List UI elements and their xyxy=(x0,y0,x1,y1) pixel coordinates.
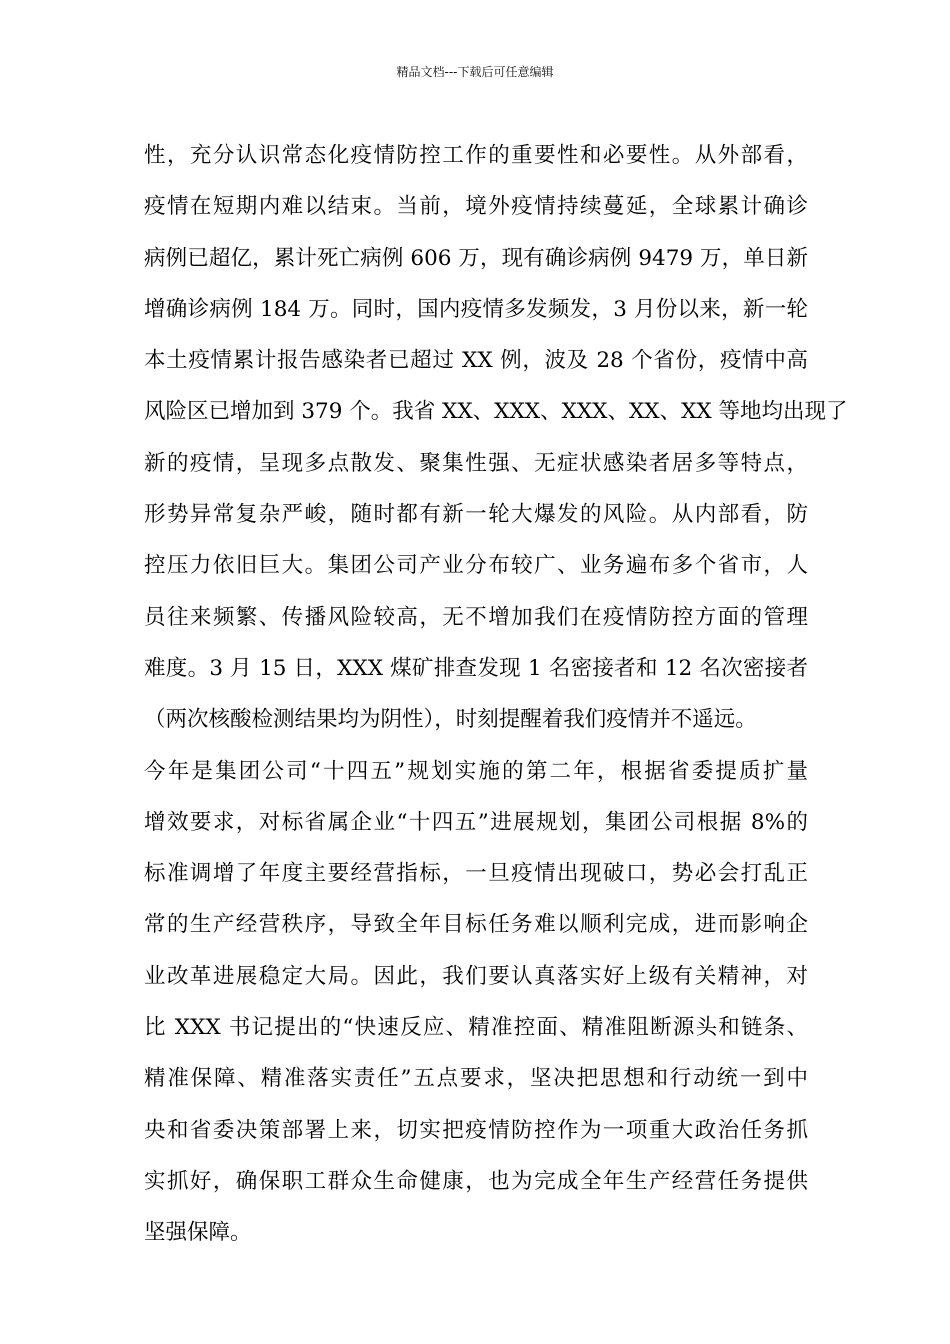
text-line: 比 XXX 书记提出的“快速反应、精准控面、精准阻断源头和链条、 xyxy=(144,1015,808,1041)
text-line: 实抓好，确保职工群众生命健康，也为完成全年生产经营任务提供 xyxy=(144,1168,808,1194)
text-line: 形势异常复杂严峻，随时都有新一轮大爆发的风险。从内部看，防 xyxy=(144,502,808,528)
text-line: 性，充分认识常态化疫情防控工作的重要性和必要性。从外部看， xyxy=(144,143,808,168)
text-line: 本土疫情累计报告感染者已超过 XX 例，波及 28 个省份，疫情中高 xyxy=(144,348,808,374)
text-line: 病例已超亿，累计死亡病例 606 万，现有确诊病例 9479 万，单日新 xyxy=(144,245,808,271)
text-line: 常的生产经营秩序，导致全年目标任务难以顺利完成，进而影响企 xyxy=(144,912,808,938)
text-line: 疫情在短期内难以结束。当前，境外疫情持续蔓延，全球累计确诊 xyxy=(144,194,808,220)
document-body xyxy=(144,130,848,1259)
page-header: 精品文档---下载后可任意编辑 xyxy=(396,65,554,79)
text-line: 坚强保障。 xyxy=(144,1220,252,1246)
text-line: 控压力依旧巨大。集团公司产业分布较广、业务遍布多个省市，人 xyxy=(144,553,808,579)
text-line: 增确诊病例 184 万。同时，国内疫情多发频发，3 月份以来，新一轮 xyxy=(144,296,808,322)
text-line: 央和省委决策部署上来，切实把疫情防控作为一项重大政治任务抓 xyxy=(144,1117,808,1143)
text-line: 增效要求，对标省属企业“十四五”进展规划，集团公司根据 8%的 xyxy=(144,809,808,835)
text-line: 新的疫情，呈现多点散发、聚集性强、无症状感染者居多等特点， xyxy=(144,450,808,476)
text-line: 标准调增了年度主要经营指标，一旦疫情出现破口，势必会打乱正 xyxy=(144,861,808,887)
text-line: 难度。3 月 15 日，XXX 煤矿排查发现 1 名密接者和 12 名次密接者 xyxy=(144,655,808,681)
text-line: （两次核酸检测结果均为阴性），时刻提醒着我们疫情并不遥远。 xyxy=(144,707,757,733)
text-line: 业改革进展稳定大局。因此，我们要认真落实好上级有关精神，对 xyxy=(144,963,808,989)
text-line: 精准保障、精准落实责任”五点要求，坚决把思想和行动统一到中 xyxy=(144,1066,808,1092)
text-line: 今年是集团公司“十四五”规划实施的第二年，根据省委提质扩量 xyxy=(144,758,808,784)
text-line: 风险区已增加到 379 个。我省 XX、XXX、XXX、XX、XX 等地均出现了 xyxy=(144,399,848,425)
text-line: 员往来频繁、传播风险较高，无不增加我们在疫情防控方面的管理 xyxy=(144,604,808,630)
